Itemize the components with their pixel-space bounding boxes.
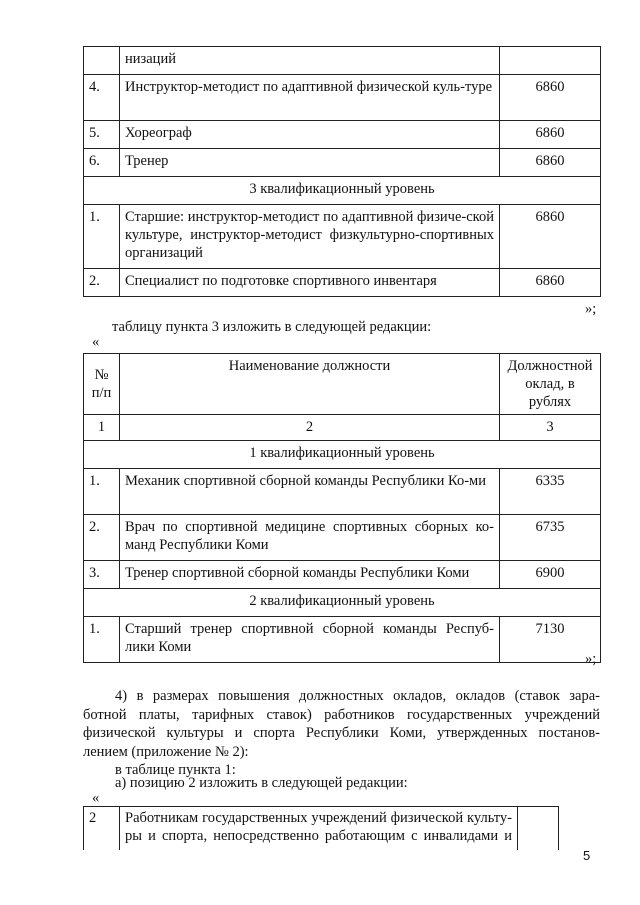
header-number: № п/п [84,354,120,415]
paragraph-line: лением (приложение № 2): [83,743,249,760]
row-number: 3. [84,561,120,589]
column-number: 1 [84,415,120,441]
closing-quote: »; [585,301,597,317]
position-name: Механик спортивной сборной команды Республики Ко-ми [120,469,500,515]
qualification-level: 3 квалификационный уровень [84,177,601,205]
paragraph-line: ботной платы, тарифных ставок) работников государственных учреждений [83,706,600,723]
row-number [84,47,120,75]
column-number-row [84,415,601,441]
table-row [84,807,559,851]
table-row [84,75,601,121]
qualification-level-row [84,177,601,205]
instruction-text: таблицу пункта 3 изложить в следующей редакции: [112,319,432,335]
salary-value: 6860 [500,75,601,121]
row-number: 2. [84,515,120,561]
paragraph-line: физической культуры и спорта Республики Коми, утвержденных постанов- [83,725,600,742]
column-number: 3 [500,415,601,441]
row-number: 4. [84,75,120,121]
position-name-line: Инструктор-методист по адаптивной физической куль-туре [125,79,493,95]
position-name: Тренер [120,149,500,177]
salary-value [518,807,559,851]
position-name [120,75,500,121]
table-row [84,149,601,177]
salary-value: 6860 [500,121,601,149]
row-number: 6. [84,149,120,177]
salary-value: 6735 [500,515,601,561]
salary-value: 6860 [500,205,601,269]
position-name: Специалист по подготовке спортивного инвентаря [120,269,500,297]
opening-quote: « [92,334,100,350]
qualification-level-row [84,589,601,617]
opening-quote: « [92,790,100,806]
header-position-name: Наименование должности [120,354,500,415]
position-name: низаций [120,47,500,75]
table-position-2 [83,806,559,851]
row-number: 1. [84,617,120,663]
salary-value: 6860 [500,149,601,177]
table-continued-positions [83,46,601,297]
subpoint-text: в таблице пункта 1: [115,762,236,778]
qualification-level-row [84,441,601,469]
column-number: 2 [120,415,500,441]
table-point-3 [83,353,601,663]
row-number: 1. [84,469,120,515]
position-name: Врач по спортивной медицине спортивных сборных ко-манд Республики Коми [120,515,500,561]
subpoint-text: а) позицию 2 изложить в следующей редакции: [115,775,408,791]
paragraph-line: 4) в размерах повышения должностных окладов, окладов (ставок зара- [115,688,600,704]
table-row [84,121,601,149]
row-number: 2 [84,807,120,851]
amendment-paragraph [83,687,600,761]
salary-value: 6860 [500,269,601,297]
row-number: 5. [84,121,120,149]
header-salary: Должностной оклад, в рублях [500,354,601,415]
position-name: Старший тренер спортивной сборной команды Респуб-лики Коми [120,617,500,663]
row-number: 1. [84,205,120,269]
table-row [84,469,601,515]
salary-value [500,47,601,75]
salary-value: 6900 [500,561,601,589]
page-number: 5 [583,848,591,863]
position-name: Тренер спортивной сборной команды Республики Коми [120,561,500,589]
row-number: 2. [84,269,120,297]
salary-value: 7130 [500,617,601,663]
qualification-level: 2 квалификационный уровень [84,589,601,617]
table-row [84,617,601,663]
salary-value: 6335 [500,469,601,515]
position-name: Старшие: инструктор-методист по адаптивной физиче-ской культуре, инструктор-методист физкультурно-спортивных организаций [120,205,500,269]
position-name-line: ры и спорта, непосредственно работающим с инвалидами и [125,828,512,844]
closing-quote: »; [585,651,597,667]
table-row [84,205,601,269]
table-row [84,561,601,589]
position-name: Хореограф [120,121,500,149]
table-header-row [84,354,601,415]
position-name-line: Работникам государственных учреждений физической культу- [125,810,512,826]
table-row [84,47,601,75]
table-row [84,269,601,297]
page-cut-mask [83,850,559,880]
table-row [84,515,601,561]
qualification-level: 1 квалификационный уровень [84,441,601,469]
position-name [120,807,518,851]
